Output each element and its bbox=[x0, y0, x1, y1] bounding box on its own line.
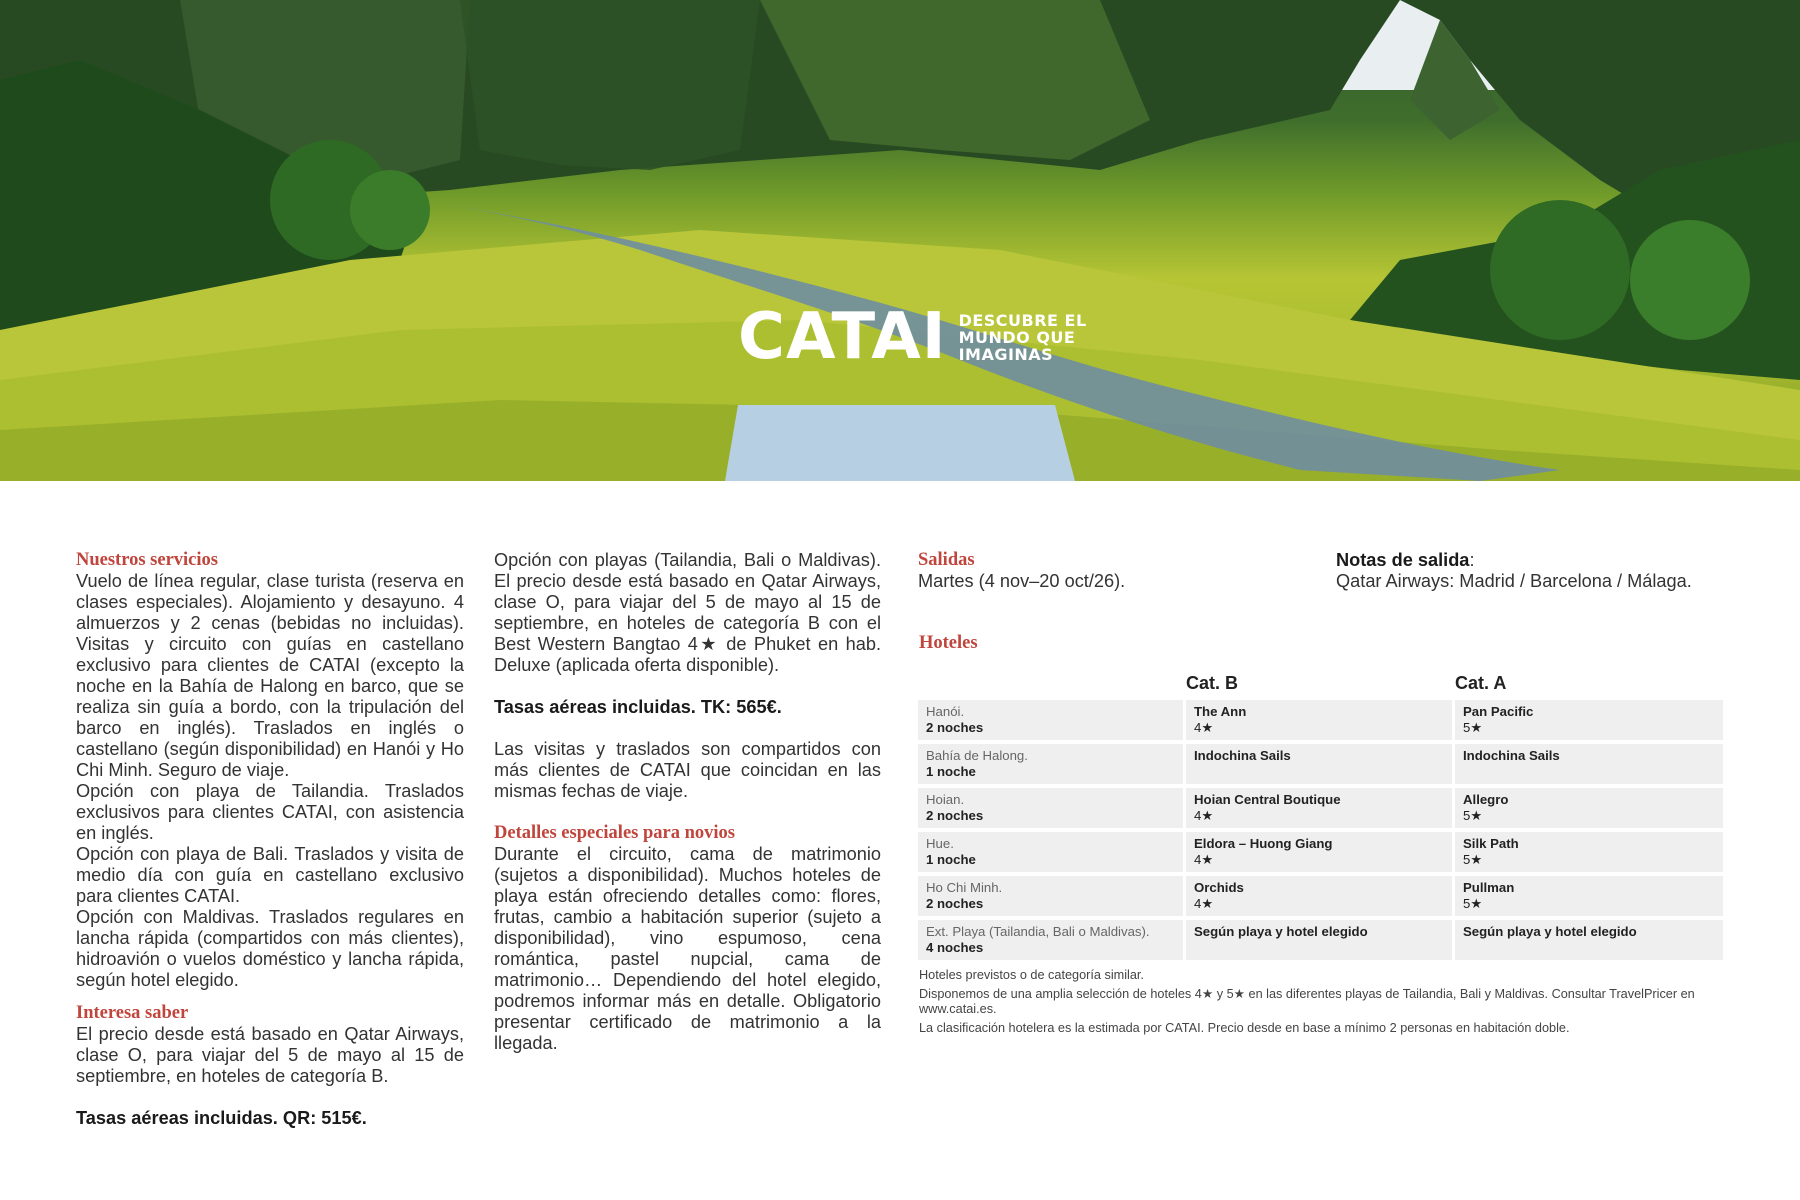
hotel-name: Orchids bbox=[1194, 880, 1244, 895]
salidas-block bbox=[918, 550, 1278, 592]
interesa-heading: Interesa saber bbox=[76, 1003, 189, 1023]
table-row bbox=[918, 832, 1726, 872]
hotel-a-cell bbox=[1455, 788, 1723, 828]
city-cell bbox=[918, 876, 1183, 916]
hotel-name: Pullman bbox=[1463, 880, 1515, 895]
table-row bbox=[918, 788, 1726, 828]
table-row bbox=[918, 876, 1726, 916]
hotel-name: Según playa y hotel elegido bbox=[1463, 924, 1637, 939]
servicios-paragraph: Opción con Maldivas. Traslados regulares en lancha rápida (compartidos con más clientes), hidroavión o vuelos doméstico y lancha rápida, según hotel elegido. bbox=[76, 907, 464, 990]
tagline-line: MUNDO QUE bbox=[958, 327, 1076, 347]
nights: 4 noches bbox=[926, 939, 984, 955]
hotel-a-cell bbox=[1455, 876, 1723, 916]
logo-word: CATAI bbox=[738, 300, 947, 374]
hotel-a-cell bbox=[1455, 700, 1723, 740]
novios-heading: Detalles especiales para novios bbox=[494, 823, 735, 843]
hotel-b-cell bbox=[1186, 832, 1452, 872]
city-cell bbox=[918, 700, 1183, 740]
table-header bbox=[918, 670, 1726, 696]
city-cell bbox=[918, 788, 1183, 828]
column-extras bbox=[494, 550, 881, 1054]
hotel-stars: 4★ bbox=[1194, 719, 1214, 735]
hotel-table bbox=[918, 670, 1726, 960]
header-empty bbox=[918, 670, 1183, 696]
hotel-stars: 4★ bbox=[1194, 895, 1214, 911]
tagline-line: IMAGINAS bbox=[958, 344, 1054, 364]
interesa-text: El precio desde está basado en Qatar Airways, clase O, para viajar del 5 de mayo al 15 de septiembre, en hoteles de categoría B. bbox=[76, 1024, 464, 1086]
tasas-tk: Tasas aéreas incluidas. TK: 565€. bbox=[494, 697, 782, 717]
hotel-name: The Ann bbox=[1194, 704, 1247, 719]
hotel-name: Según playa y hotel elegido bbox=[1194, 924, 1368, 939]
nights: 2 noches bbox=[926, 807, 984, 823]
hotel-stars: 5★ bbox=[1463, 851, 1483, 867]
column-services bbox=[76, 550, 464, 1129]
hotel-b-cell bbox=[1186, 788, 1452, 828]
hoteles-heading: Hoteles bbox=[919, 633, 978, 653]
nights: 1 noche bbox=[926, 763, 976, 779]
city-cell bbox=[918, 920, 1183, 960]
note-line: La clasificación hotelera es la estimada por CATAI. Precio desde en base a mínimo 2 personas en habitación doble. bbox=[919, 1021, 1570, 1035]
nights: 2 noches bbox=[926, 895, 984, 911]
city-cell bbox=[918, 832, 1183, 872]
nights: 1 noche bbox=[926, 851, 976, 867]
playas-text: Opción con playas (Tailandia, Bali o Maldivas). El precio desde está basado en Qatar Airways, clase O, para viajar del 5 de mayo al 15 de septiembre, en hoteles de categoría B con el Best Western Bangtao 4★ de Phuket en hab. Deluxe (aplicada oferta disponible). bbox=[494, 550, 881, 675]
hotel-name: Silk Path bbox=[1463, 836, 1519, 851]
hotel-b-cell bbox=[1186, 744, 1452, 784]
salidas-heading: Salidas bbox=[918, 550, 975, 570]
note-line: Disponemos de una amplia selección de hoteles 4★ y 5★ en las diferentes playas de Tailandia, Bali y Maldivas. Consultar TravelPricer en www.catai.es. bbox=[919, 987, 1695, 1016]
note-line: Hoteles previstos o de categoría similar. bbox=[919, 968, 1144, 982]
hotel-name: Eldora – Huong Giang bbox=[1194, 836, 1333, 851]
tasas-qr: Tasas aéreas incluidas. QR: 515€. bbox=[76, 1108, 367, 1128]
hotel-name: Pan Pacific bbox=[1463, 704, 1534, 719]
city-name: Hanói. bbox=[926, 704, 965, 719]
city-name: Ho Chi Minh. bbox=[926, 880, 1003, 895]
hotel-stars: 4★ bbox=[1194, 807, 1214, 823]
city-name: Hue. bbox=[926, 836, 954, 851]
hotel-a-cell bbox=[1455, 832, 1723, 872]
notas-colon: : bbox=[1469, 550, 1475, 570]
logo-tagline bbox=[959, 312, 1089, 363]
hotel-name: Allegro bbox=[1463, 792, 1509, 807]
header-cat-a: Cat. A bbox=[1455, 673, 1507, 693]
hotel-name: Indochina Sails bbox=[1194, 748, 1291, 763]
city-name: Bahía de Halong. bbox=[926, 748, 1028, 763]
landscape-illustration bbox=[0, 0, 1800, 481]
hotel-b-cell bbox=[1186, 876, 1452, 916]
novios-text: Durante el circuito, cama de matrimonio (sujetos a disponibilidad). Muchos hoteles de playa están ofreciendo detalles como: flores, frutas, cambio a habitación superior (sujeto a disponibilidad), vino espumoso, cena romántica, pastel nupcial, cama de matrimonio… Dependiendo del hotel elegido, podremos informar más en detalle. Obligatorio presentar certificado de matrimonio a la llegada. bbox=[494, 844, 881, 1053]
hotel-stars: 5★ bbox=[1463, 719, 1483, 735]
table-row bbox=[918, 700, 1726, 740]
notas-block bbox=[1336, 550, 1756, 592]
notas-label: Notas de salida bbox=[1336, 550, 1470, 570]
hotel-a-cell bbox=[1455, 744, 1723, 784]
hotel-b-cell bbox=[1186, 920, 1452, 960]
tagline-line: DESCUBRE EL bbox=[958, 310, 1087, 330]
catai-logo bbox=[738, 300, 1089, 374]
servicios-paragraph: Opción con playa de Bali. Traslados y visita de medio día con guía en castellano exclusivo para clientes CATAI. bbox=[76, 844, 464, 906]
hotel-notes bbox=[919, 968, 1699, 1040]
hotel-stars: 5★ bbox=[1463, 807, 1483, 823]
city-cell bbox=[918, 744, 1183, 784]
city-name: Ext. Playa (Tailandia, Bali o Maldivas). bbox=[926, 924, 1150, 939]
hotel-a-cell bbox=[1455, 920, 1723, 960]
hotel-stars: 5★ bbox=[1463, 895, 1483, 911]
notas-text: Qatar Airways: Madrid / Barcelona / Málaga. bbox=[1336, 571, 1692, 591]
hotel-name: Hoian Central Boutique bbox=[1194, 792, 1341, 807]
servicios-heading: Nuestros servicios bbox=[76, 550, 218, 570]
hotel-name: Indochina Sails bbox=[1463, 748, 1560, 763]
servicios-paragraph: Vuelo de línea regular, clase turista (reserva en clases especiales). Alojamiento y desayuno. 4 almuerzos y 2 cenas (bebidas no incluidas). Visitas y circuito con guías en castellano exclusivo para clientes de CATAI (excepto la noche en la Bahía de Halong en barco, que se realiza sin guía a bordo, con la tripulación del barco en inglés). Traslados en inglés o castellano (según disponibilidad) en Hanói y Ho Chi Minh. Seguro de viaje. bbox=[76, 571, 464, 780]
hotel-b-cell bbox=[1186, 700, 1452, 740]
header-cat-b: Cat. B bbox=[1186, 673, 1239, 693]
salidas-text: Martes (4 nov–20 oct/26). bbox=[918, 571, 1126, 591]
hotel-stars: 4★ bbox=[1194, 851, 1214, 867]
table-row bbox=[918, 744, 1726, 784]
nights: 2 noches bbox=[926, 719, 984, 735]
visitas-text: Las visitas y traslados son compartidos con más clientes de CATAI que coincidan en las mismas fechas de viaje. bbox=[494, 739, 881, 801]
accent-shape bbox=[725, 405, 1075, 481]
table-row bbox=[918, 920, 1726, 960]
servicios-paragraph: Opción con playa de Tailandia. Traslados exclusivos para clientes CATAI, con asistencia en inglés. bbox=[76, 781, 464, 843]
hero-image bbox=[0, 0, 1800, 481]
city-name: Hoian. bbox=[926, 792, 965, 807]
